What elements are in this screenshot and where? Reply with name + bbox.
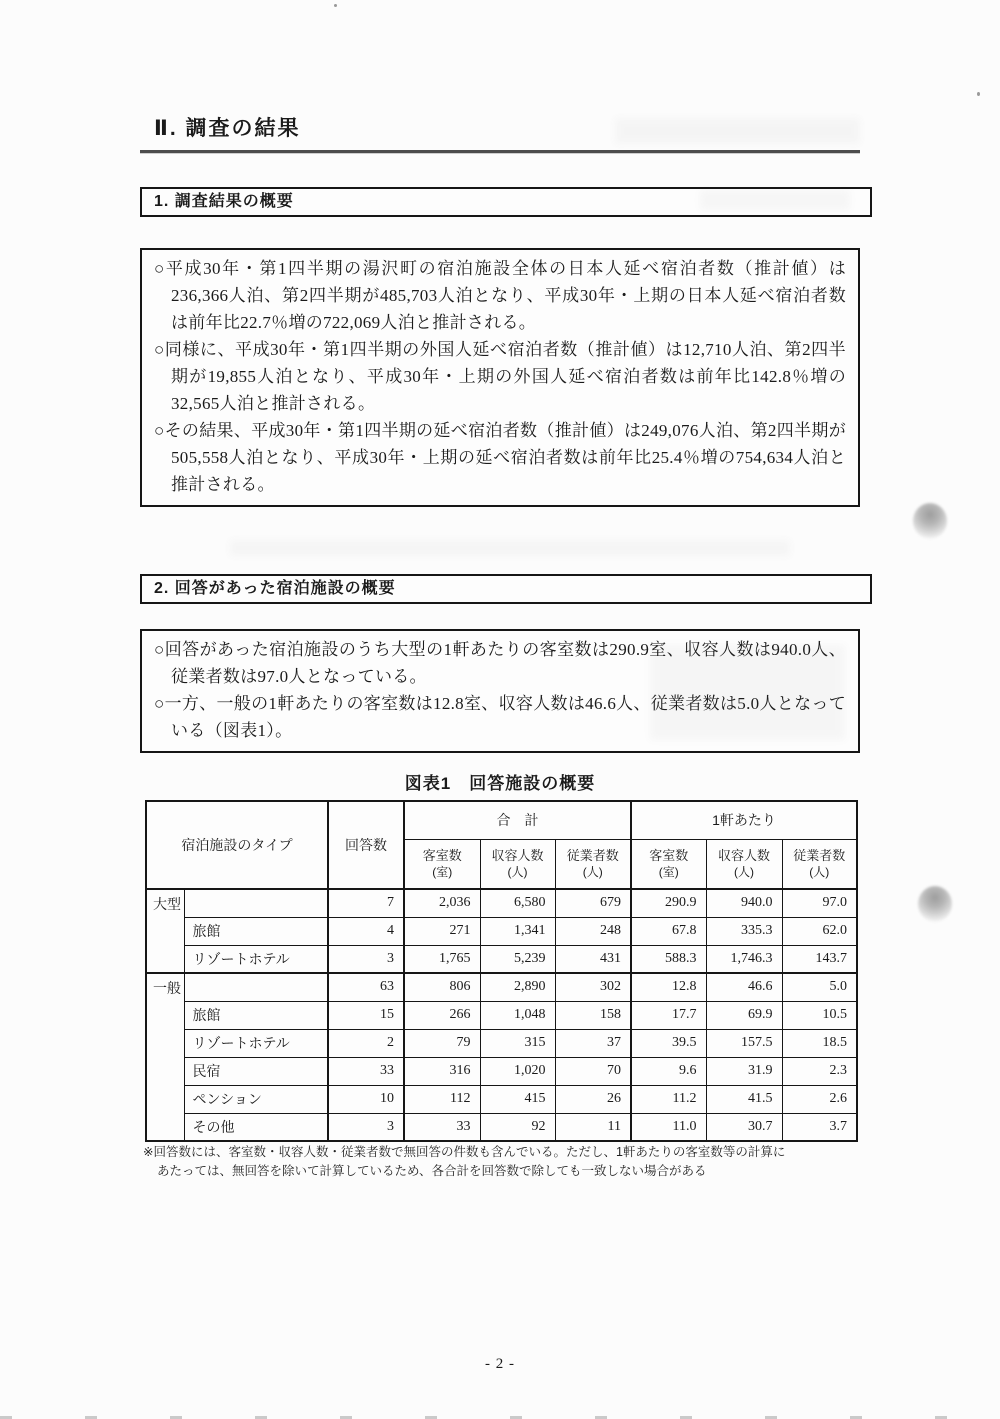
value-cell: 3.7: [782, 1113, 857, 1141]
column-header-employees: 従業者数 (人): [782, 839, 857, 889]
value-cell: 62.0: [782, 917, 857, 945]
table-row: [146, 945, 857, 973]
value-cell: 266: [404, 1001, 480, 1029]
value-cell: 158: [555, 1001, 631, 1029]
facility-table-body: [146, 889, 857, 1141]
value-cell: 2,890: [480, 973, 555, 1001]
value-cell: 1,048: [480, 1001, 555, 1029]
value-cell: 79: [404, 1029, 480, 1057]
table-row: [146, 973, 857, 1001]
footnote-line: あたっては、無回答を除いて計算しているため、各合計を回答数で除しても一致しない場合がある: [157, 1164, 707, 1178]
table-row: [146, 1029, 857, 1057]
facility-subtype-cell: 旅館: [184, 917, 328, 945]
value-cell: 248: [555, 917, 631, 945]
facility-subtype-cell: 民宿: [184, 1057, 328, 1085]
value-cell: 9.6: [631, 1057, 706, 1085]
summary-paragraph: ○同様に、平成30年・第1四半期の外国人延べ宿泊者数（推計値）は12,710人泊、第2四半期が19,855人泊となり、平成30年・上期の外国人延べ宿泊者数は前年比142.8％増の32,565人泊と推計される。: [154, 340, 846, 413]
section1-heading: 1. 調査結果の概要: [140, 187, 872, 217]
value-cell: 2.6: [782, 1085, 857, 1113]
column-header-rooms: 客室数 (室): [404, 839, 480, 889]
value-cell: 39.5: [631, 1029, 706, 1057]
value-cell: 7: [328, 889, 404, 917]
facility-subtype-cell-empty: [184, 889, 328, 917]
value-cell: 15: [328, 1001, 404, 1029]
facility-subtype-cell: リゾートホテル: [184, 1029, 328, 1057]
figure-title: 図表1 回答施設の概要: [404, 774, 596, 793]
value-cell: 316: [404, 1057, 480, 1085]
value-cell: 112: [404, 1085, 480, 1113]
value-cell: 41.5: [706, 1085, 782, 1113]
page-title: Ⅱ. 調査の結果: [154, 117, 301, 140]
summary-paragraph: ○その結果、平成30年・第1四半期の延べ宿泊者数（推計値）は249,076人泊、第2四半期が505,558人泊となり、平成30年・上期の延べ宿泊者数は前年比25.4％増の754,634人泊と推計される。: [154, 421, 846, 494]
value-cell: 33: [328, 1057, 404, 1085]
column-group-per-facility: 1軒あたり: [631, 801, 857, 839]
value-cell: 2: [328, 1029, 404, 1057]
value-cell: 5,239: [480, 945, 555, 973]
value-cell: 806: [404, 973, 480, 1001]
value-cell: 46.6: [706, 973, 782, 1001]
facility-subtype-cell: ペンション: [184, 1085, 328, 1113]
summary-paragraph: ○一方、一般の1軒あたりの客室数は12.8室、収容人数は46.6人、従業者数は5.0人となっている（図表1）。: [154, 694, 846, 740]
punch-hole-shadow: [918, 886, 952, 922]
value-cell: 97.0: [782, 889, 857, 917]
column-header-capacity: 収容人数 (人): [480, 839, 555, 889]
value-cell: 33: [404, 1113, 480, 1141]
value-cell: 18.5: [782, 1029, 857, 1057]
value-cell: 17.7: [631, 1001, 706, 1029]
title-divider: [140, 150, 860, 153]
section2-heading: 2. 回答があった宿泊施設の概要: [140, 574, 872, 604]
table-row: [146, 889, 857, 917]
value-cell: 1,020: [480, 1057, 555, 1085]
value-cell: 679: [555, 889, 631, 917]
value-cell: 2.3: [782, 1057, 857, 1085]
value-cell: 31.9: [706, 1057, 782, 1085]
facility-summary-table: [145, 800, 858, 1142]
scan-artifact: [650, 645, 845, 740]
column-header-capacity: 収容人数 (人): [706, 839, 782, 889]
value-cell: 6,580: [480, 889, 555, 917]
value-cell: 157.5: [706, 1029, 782, 1057]
value-cell: 431: [555, 945, 631, 973]
value-cell: 12.8: [631, 973, 706, 1001]
footnote-line: ※回答数には、客室数・収容人数・従業者数で無回答の件数も含んでいる。ただし、1軒あたりの客室数等の計算に: [143, 1145, 786, 1159]
value-cell: 92: [480, 1113, 555, 1141]
facility-subtype-cell-empty: [184, 973, 328, 1001]
value-cell: 10.5: [782, 1001, 857, 1029]
value-cell: 940.0: [706, 889, 782, 917]
scan-artifact: [700, 190, 850, 210]
value-cell: 3: [328, 945, 404, 973]
value-cell: 271: [404, 917, 480, 945]
value-cell: 63: [328, 973, 404, 1001]
table-row: [146, 1113, 857, 1141]
facility-subtype-cell: 旅館: [184, 1001, 328, 1029]
value-cell: 302: [555, 973, 631, 1001]
value-cell: 67.8: [631, 917, 706, 945]
scan-artifact: [977, 92, 980, 96]
value-cell: 1,746.3: [706, 945, 782, 973]
table-row: [146, 1001, 857, 1029]
value-cell: 26: [555, 1085, 631, 1113]
value-cell: 315: [480, 1029, 555, 1057]
facility-subtype-cell: その他: [184, 1113, 328, 1141]
value-cell: 37: [555, 1029, 631, 1057]
value-cell: 70: [555, 1057, 631, 1085]
value-cell: 3: [328, 1113, 404, 1141]
scan-artifact: [230, 540, 790, 556]
value-cell: 2,036: [404, 889, 480, 917]
value-cell: 11.2: [631, 1085, 706, 1113]
page-number: - 2 -: [485, 1356, 515, 1372]
column-group-total: 合 計: [404, 801, 631, 839]
value-cell: 5.0: [782, 973, 857, 1001]
value-cell: 10: [328, 1085, 404, 1113]
section1-summary-box: [140, 248, 860, 507]
facility-category-cell: 一般: [146, 973, 184, 1141]
value-cell: 69.9: [706, 1001, 782, 1029]
column-header-rooms: 客室数 (室): [631, 839, 706, 889]
column-header-responses: 回答数: [328, 801, 404, 889]
value-cell: 1,765: [404, 945, 480, 973]
value-cell: 335.3: [706, 917, 782, 945]
scan-artifact: [615, 118, 860, 144]
table-row: [146, 1057, 857, 1085]
summary-paragraph: ○回答があった宿泊施設のうち大型の1軒あたりの客室数は290.9室、収容人数は940.0人、従業者数は97.0人となっている。: [154, 640, 846, 686]
column-header-employees: 従業者数 (人): [555, 839, 631, 889]
table-footnote: [143, 1143, 855, 1181]
value-cell: 11: [555, 1113, 631, 1141]
value-cell: 290.9: [631, 889, 706, 917]
value-cell: 588.3: [631, 945, 706, 973]
table-row: [146, 917, 857, 945]
summary-paragraph: ○平成30年・第1四半期の湯沢町の宿泊施設全体の日本人延べ宿泊者数（推計値）は236,366人泊、第2四半期が485,703人泊となり、平成30年・上期の日本人延べ宿泊者数は前年比22.7％増の722,069人泊と推計される。: [154, 259, 846, 332]
value-cell: 1,341: [480, 917, 555, 945]
value-cell: 415: [480, 1085, 555, 1113]
scan-artifact: [334, 4, 337, 7]
value-cell: 143.7: [782, 945, 857, 973]
value-cell: 30.7: [706, 1113, 782, 1141]
punch-hole-shadow: [913, 503, 947, 539]
column-header-type: 宿泊施設のタイプ: [146, 801, 328, 889]
facility-subtype-cell: リゾートホテル: [184, 945, 328, 973]
value-cell: 11.0: [631, 1113, 706, 1141]
value-cell: 4: [328, 917, 404, 945]
table-row: [146, 1085, 857, 1113]
facility-category-cell: 大型: [146, 889, 184, 973]
